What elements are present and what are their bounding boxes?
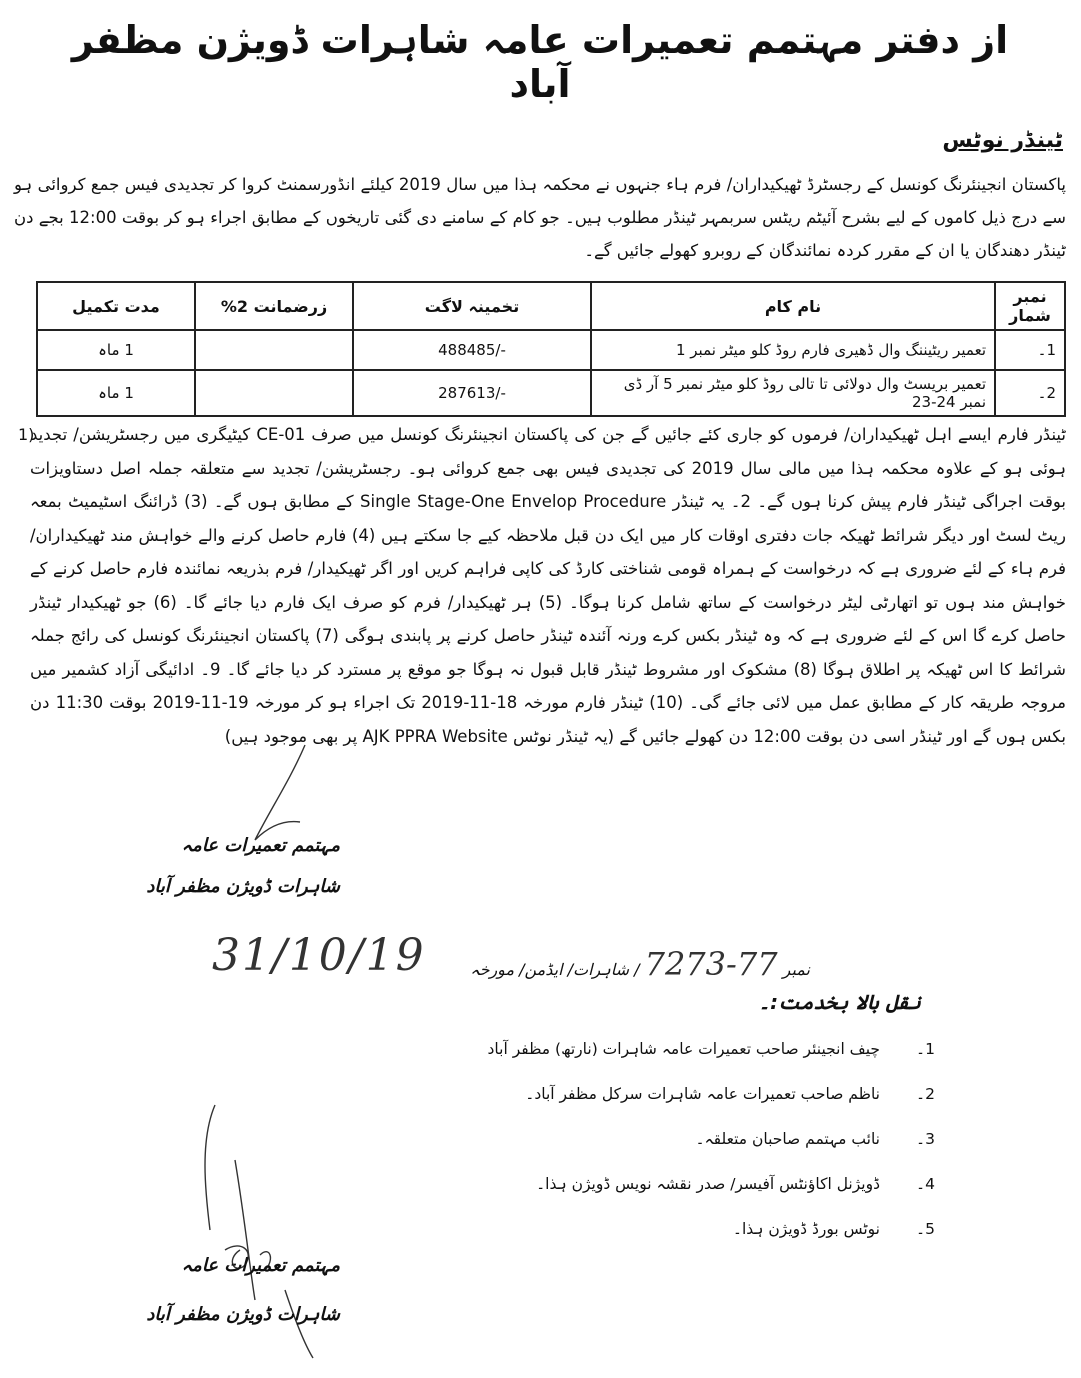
list-item-text: نوٹس بورڈ ڈویژن ہذا۔ (732, 1220, 880, 1238)
header-serial: نمبر شمار (995, 282, 1065, 330)
cell-work: تعمیر ریٹیننگ وال ڈھیری فارم روڈ کلو میٹر نمبر 1 (591, 330, 995, 370)
header-cost: تخمینہ لاگت (353, 282, 591, 330)
list-item (480, 1175, 935, 1220)
header-bond: زرضمانت 2% (195, 282, 353, 330)
list-item-text: چیف انجینئر صاحب تعمیرات عامہ شاہرات (نارتھ) مظفر آباد (487, 1040, 880, 1058)
table-header-row (37, 282, 1065, 330)
cell-bond (195, 370, 353, 416)
cell-cost: 287613/- (353, 370, 591, 416)
dispatch-reference (370, 945, 810, 983)
notice-intro: پاکستان انجینئرنگ کونسل کے رجسٹرڈ ٹھیکیداران/ فرم ہاء جنہوں نے محکمہ ہذا میں سال 2019 کیلئے انڈورسمنٹ کروا کر تجدیدی فیس جمع کروائی ہو سے درج ذیل کاموں کے لیے بشرح آئیٹم ریٹس سربمہر ٹینڈر مطلوب ہیں۔ جو کام کے سامنے دی گئی تاریخوں کے مطابق اجراء ہو کر بوقت 12:00 بجے دن ٹینڈر دھندگان یا ان کے مقرر کردہ نمائندگان کے روبرو کھولے جائیں گے۔ (14, 175, 1067, 260)
conditions-text: ٹینڈر فارم ایسے اہل ٹھیکیداران/ فرموں کو جاری کئے جائیں گے جن کی پاکستان انجینئرنگ کونسل میں صرف CE-01 کیٹیگری میں رجسٹریشن/ تجدید ہوئی ہو کے علاوہ محکمہ ہذا میں مالی سال 2019 کی تجدیدی فیس بھی جمع کروائی ہو۔ رجسٹریشن/ تجدید سے متعلقہ جملہ اصل دستاویزات بوقت اجراگی ٹینڈر فارم پیش کرنا ہوں گے۔ 2۔ یہ ٹینڈر Single Stage-One Envelop Procedure کے مطابق ہوں گے۔ (3) ڈرائنگ اسٹیمیٹ بمعہ ریٹ لسٹ اور دیگر شرائط ٹھیکہ جات دفتری اوقات کار میں ایک دن قبل ملاحظہ کیے جا سکتے ہیں (4) فارم حاصل کرنے والے خواہش مند ٹھیکیداران/ فرم ہاء کے لئے ضروری ہے کہ درخواست کے ہمراہ قومی شناختی کارڈ کی کاپی فراہم کریں اور اگر ٹھیکیدار/ فرم بذریعہ نمائندہ فارم حاصل کرنے کے خواہش مند ہوں تو اتھارٹی لیٹر درخواست کے ساتھ شامل کرنا ہوگا۔ (5) ہر ٹھیکیدار/ فرم کو صرف ایک فارم دیا جائے گا۔ (6) جو ٹھیکیدار ٹینڈر حاصل کرے گا اس کے لئے ضروری ہے کہ وہ ٹینڈر بکس کرے ورنہ آئندہ ٹینڈر حاصل کرنے پر پابندی ہوگی (7) پاکستان انجینئرنگ کونسل کی رائج جملہ شرائط کا اس ٹھیکہ پر اطلاق ہوگا (8) مشکوک اور مشروط ٹینڈر قابل قبول نہ ہوگا جو موقع پر مسترد کر دیا جائے گا۔ 9۔ ادائیگی آزاد کشمیر میں مروجہ طریقہ کار کے مطابق عمل میں لائی جائے گی۔ (10) ٹینڈر فارم مورخہ 18-11-2019 تک اجراء ہو کر مورخہ 19-11-2019 بوقت 11:30 دن بکس ہوں گے اور ٹینڈر اسی دن بوقت 12:00 دن کھولے جائیں گے (یہ ٹینڈر نوٹس AJK PPRA Website پر بھی موجود ہیں) (30, 425, 1067, 746)
dispatch-date: 31/10/19 (212, 930, 426, 981)
ref-prefix: نمبر (782, 960, 810, 979)
list-item-number: 4۔ (916, 1175, 935, 1193)
copy-to-list (480, 1040, 935, 1265)
list-item (480, 1085, 935, 1130)
cell-cost: 488485/- (353, 330, 591, 370)
signature-block-2 (140, 1255, 340, 1325)
ref-suffix: / شاہرات/ ایڈمن/ مورخہ (470, 960, 640, 979)
header-period: مدت تکمیل (37, 282, 195, 330)
ref-number: 7273-77 (644, 945, 778, 983)
list-item-number: 5۔ (916, 1220, 935, 1238)
signature-title: مہتمم تعمیرات عامہ (181, 835, 340, 856)
header-work: نام کام (591, 282, 995, 330)
conditions-marker: 1) (18, 425, 35, 444)
list-item (480, 1130, 935, 1175)
list-item-text: ڈویژنل اکاؤنٹس آفیسر/ صدر نقشہ نویس ڈویژن ہذا۔ (536, 1175, 880, 1193)
notice-title: ٹینڈر نوٹس (942, 128, 1063, 153)
list-item-number: 3۔ (916, 1130, 935, 1148)
list-item-number: 2۔ (916, 1085, 935, 1103)
signature-block-1 (140, 835, 340, 897)
cell-work: تعمیر بریسٹ وال دولائی تا تالی روڈ کلو میٹر نمبر 5 آر ڈی نمبر 24-23 (591, 370, 995, 416)
copy-to-title: نقل بالا بخدمت:۔ (758, 990, 921, 1014)
cell-bond (195, 330, 353, 370)
cell-serial: 1۔ (995, 330, 1065, 370)
list-item-number: 1۔ (916, 1040, 935, 1058)
cell-period: 1 ماہ (37, 370, 195, 416)
list-item-text: نائب مہتمم صاحبان متعلقہ۔ (695, 1130, 880, 1148)
table-row (37, 370, 1065, 416)
signature-scribble (210, 740, 330, 850)
signature-office: شاہرات ڈویژن مظفر آباد (146, 1304, 340, 1325)
signature-title: مہتمم تعمیرات عامہ (181, 1255, 340, 1276)
table-row (37, 330, 1065, 370)
cell-period: 1 ماہ (37, 330, 195, 370)
cell-serial: 2۔ (995, 370, 1065, 416)
list-item-text: ناظم صاحب تعمیرات عامہ شاہرات سرکل مظفر آباد۔ (525, 1085, 880, 1103)
page-title: از دفتر مہتمم تعمیرات عامہ شاہرات ڈویژن مظفر آباد (71, 18, 1009, 106)
tender-table (36, 281, 1066, 417)
list-item (480, 1040, 935, 1085)
signature-office: شاہرات ڈویژن مظفر آباد (146, 876, 340, 897)
list-item (480, 1220, 935, 1265)
